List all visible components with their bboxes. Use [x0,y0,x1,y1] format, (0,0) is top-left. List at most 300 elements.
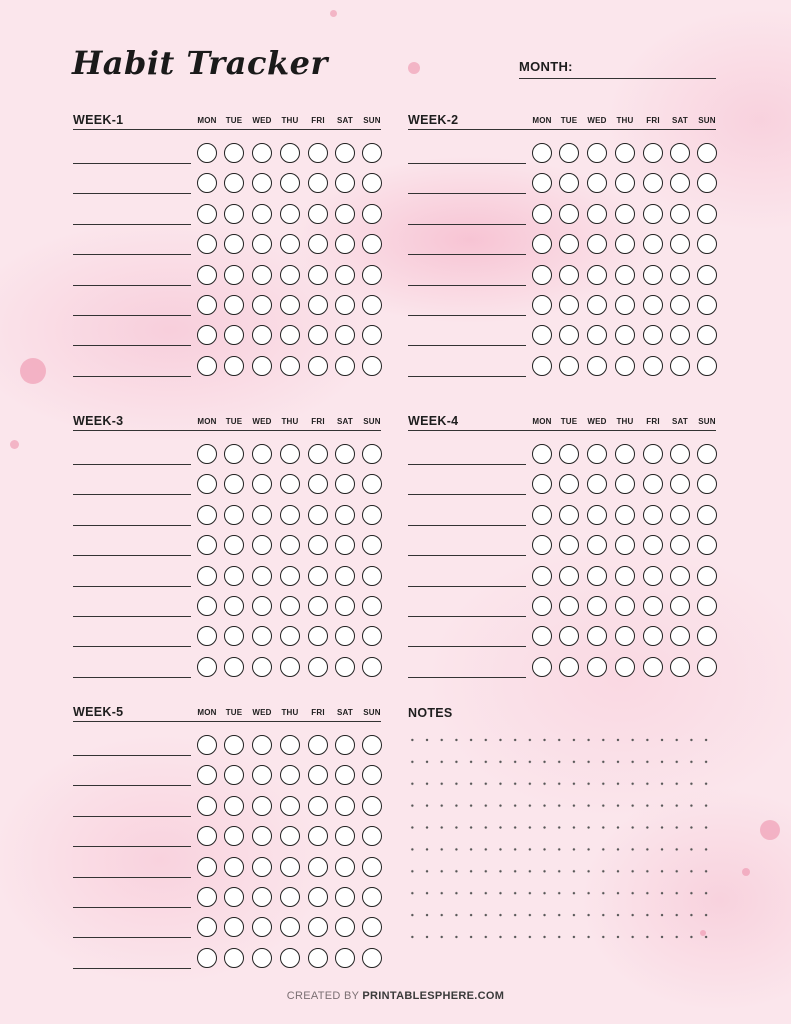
habit-checkbox-mon[interactable] [197,887,217,907]
habit-name-line[interactable] [408,494,526,495]
habit-checkbox-mon[interactable] [197,566,217,586]
habit-checkbox-fri[interactable] [308,234,328,254]
habit-checkbox-tue[interactable] [559,143,579,163]
habit-checkbox-sat[interactable] [670,325,690,345]
habit-checkbox-sat[interactable] [670,444,690,464]
habit-checkbox-thu[interactable] [280,917,300,937]
habit-checkbox-tue[interactable] [224,173,244,193]
habit-checkbox-sun[interactable] [362,826,382,846]
habit-checkbox-sun[interactable] [362,948,382,968]
habit-checkbox-mon[interactable] [197,626,217,646]
habit-checkbox-wed[interactable] [252,796,272,816]
habit-checkbox-thu[interactable] [280,735,300,755]
habit-checkbox-wed[interactable] [587,265,607,285]
habit-checkbox-thu[interactable] [280,325,300,345]
habit-checkbox-mon[interactable] [197,765,217,785]
habit-name-line[interactable] [408,646,526,647]
habit-checkbox-thu[interactable] [615,325,635,345]
habit-checkbox-mon[interactable] [197,204,217,224]
habit-checkbox-fri[interactable] [308,657,328,677]
habit-checkbox-wed[interactable] [252,917,272,937]
habit-name-line[interactable] [408,555,526,556]
habit-checkbox-sat[interactable] [670,234,690,254]
habit-checkbox-sun[interactable] [697,596,717,616]
habit-name-line[interactable] [408,254,526,255]
habit-checkbox-sat[interactable] [335,948,355,968]
habit-checkbox-wed[interactable] [587,535,607,555]
habit-name-line[interactable] [73,785,191,786]
habit-checkbox-wed[interactable] [252,826,272,846]
habit-checkbox-sun[interactable] [697,295,717,315]
habit-name-line[interactable] [73,376,191,377]
habit-checkbox-tue[interactable] [224,505,244,525]
habit-checkbox-fri[interactable] [308,917,328,937]
habit-checkbox-thu[interactable] [615,204,635,224]
habit-checkbox-wed[interactable] [252,657,272,677]
habit-checkbox-mon[interactable] [197,857,217,877]
habit-checkbox-sat[interactable] [335,474,355,494]
habit-checkbox-sat[interactable] [335,356,355,376]
habit-checkbox-fri[interactable] [643,474,663,494]
habit-checkbox-tue[interactable] [224,596,244,616]
habit-checkbox-sat[interactable] [335,265,355,285]
habit-checkbox-wed[interactable] [587,234,607,254]
habit-checkbox-fri[interactable] [308,143,328,163]
habit-checkbox-mon[interactable] [197,505,217,525]
habit-checkbox-sun[interactable] [697,143,717,163]
habit-checkbox-fri[interactable] [308,857,328,877]
habit-checkbox-sat[interactable] [335,826,355,846]
habit-checkbox-wed[interactable] [252,505,272,525]
habit-checkbox-thu[interactable] [615,234,635,254]
habit-name-line[interactable] [73,193,191,194]
habit-checkbox-thu[interactable] [615,295,635,315]
habit-checkbox-mon[interactable] [197,295,217,315]
habit-checkbox-fri[interactable] [643,295,663,315]
habit-checkbox-mon[interactable] [532,474,552,494]
habit-checkbox-sat[interactable] [335,887,355,907]
habit-checkbox-fri[interactable] [643,356,663,376]
habit-checkbox-sun[interactable] [697,566,717,586]
habit-checkbox-wed[interactable] [587,444,607,464]
habit-checkbox-mon[interactable] [532,234,552,254]
habit-checkbox-thu[interactable] [280,204,300,224]
habit-name-line[interactable] [408,677,526,678]
habit-checkbox-tue[interactable] [559,626,579,646]
habit-checkbox-wed[interactable] [587,143,607,163]
habit-checkbox-wed[interactable] [252,474,272,494]
habit-checkbox-sat[interactable] [335,765,355,785]
habit-checkbox-wed[interactable] [587,657,607,677]
habit-checkbox-sun[interactable] [362,917,382,937]
habit-checkbox-thu[interactable] [280,596,300,616]
habit-checkbox-sat[interactable] [335,566,355,586]
habit-checkbox-mon[interactable] [532,356,552,376]
habit-checkbox-sat[interactable] [670,626,690,646]
habit-checkbox-mon[interactable] [197,474,217,494]
habit-checkbox-fri[interactable] [643,204,663,224]
habit-checkbox-wed[interactable] [587,626,607,646]
habit-checkbox-tue[interactable] [559,173,579,193]
habit-checkbox-wed[interactable] [252,626,272,646]
habit-checkbox-sat[interactable] [335,857,355,877]
habit-checkbox-fri[interactable] [308,765,328,785]
habit-checkbox-tue[interactable] [224,887,244,907]
habit-checkbox-fri[interactable] [308,173,328,193]
habit-checkbox-mon[interactable] [197,596,217,616]
habit-checkbox-tue[interactable] [224,657,244,677]
habit-checkbox-tue[interactable] [224,325,244,345]
habit-checkbox-sat[interactable] [335,325,355,345]
habit-checkbox-mon[interactable] [532,505,552,525]
habit-checkbox-wed[interactable] [252,857,272,877]
habit-checkbox-wed[interactable] [587,474,607,494]
habit-checkbox-tue[interactable] [559,234,579,254]
habit-checkbox-fri[interactable] [643,325,663,345]
habit-checkbox-tue[interactable] [224,826,244,846]
habit-name-line[interactable] [408,345,526,346]
habit-checkbox-fri[interactable] [308,505,328,525]
habit-checkbox-sat[interactable] [335,535,355,555]
habit-checkbox-sat[interactable] [670,143,690,163]
habit-name-line[interactable] [73,464,191,465]
habit-checkbox-sun[interactable] [362,857,382,877]
habit-checkbox-sat[interactable] [670,505,690,525]
habit-checkbox-sun[interactable] [362,173,382,193]
habit-checkbox-fri[interactable] [643,265,663,285]
habit-checkbox-thu[interactable] [280,356,300,376]
habit-checkbox-sat[interactable] [335,626,355,646]
habit-name-line[interactable] [408,586,526,587]
habit-checkbox-tue[interactable] [559,474,579,494]
habit-checkbox-wed[interactable] [252,444,272,464]
habit-checkbox-sat[interactable] [335,143,355,163]
habit-checkbox-fri[interactable] [643,566,663,586]
habit-checkbox-sun[interactable] [697,535,717,555]
habit-checkbox-thu[interactable] [280,796,300,816]
habit-checkbox-sun[interactable] [362,204,382,224]
habit-checkbox-wed[interactable] [252,143,272,163]
habit-name-line[interactable] [73,285,191,286]
habit-checkbox-fri[interactable] [308,265,328,285]
habit-checkbox-mon[interactable] [532,325,552,345]
habit-checkbox-mon[interactable] [532,657,552,677]
habit-checkbox-wed[interactable] [252,765,272,785]
habit-checkbox-mon[interactable] [532,596,552,616]
habit-checkbox-sun[interactable] [362,444,382,464]
habit-checkbox-wed[interactable] [587,204,607,224]
habit-name-line[interactable] [73,677,191,678]
habit-checkbox-sat[interactable] [670,474,690,494]
habit-checkbox-thu[interactable] [280,295,300,315]
habit-checkbox-wed[interactable] [252,356,272,376]
habit-checkbox-wed[interactable] [252,596,272,616]
habit-checkbox-tue[interactable] [224,535,244,555]
habit-checkbox-wed[interactable] [587,596,607,616]
habit-checkbox-sun[interactable] [362,566,382,586]
habit-checkbox-wed[interactable] [587,173,607,193]
habit-checkbox-tue[interactable] [224,796,244,816]
habit-checkbox-tue[interactable] [559,204,579,224]
habit-checkbox-mon[interactable] [532,204,552,224]
habit-checkbox-sun[interactable] [362,626,382,646]
habit-checkbox-wed[interactable] [252,234,272,254]
habit-checkbox-sun[interactable] [362,143,382,163]
habit-name-line[interactable] [73,616,191,617]
habit-checkbox-mon[interactable] [197,265,217,285]
habit-checkbox-fri[interactable] [643,444,663,464]
habit-checkbox-fri[interactable] [308,948,328,968]
habit-checkbox-fri[interactable] [308,826,328,846]
habit-checkbox-mon[interactable] [532,444,552,464]
habit-checkbox-tue[interactable] [224,474,244,494]
habit-checkbox-mon[interactable] [197,826,217,846]
habit-checkbox-thu[interactable] [280,505,300,525]
habit-checkbox-sat[interactable] [335,735,355,755]
habit-checkbox-sat[interactable] [335,234,355,254]
habit-name-line[interactable] [73,345,191,346]
habit-name-line[interactable] [408,163,526,164]
habit-checkbox-mon[interactable] [197,657,217,677]
habit-checkbox-tue[interactable] [224,265,244,285]
habit-name-line[interactable] [73,494,191,495]
habit-checkbox-tue[interactable] [224,444,244,464]
habit-checkbox-fri[interactable] [643,173,663,193]
habit-checkbox-fri[interactable] [643,505,663,525]
habit-checkbox-sun[interactable] [362,234,382,254]
habit-checkbox-sun[interactable] [362,796,382,816]
habit-checkbox-sun[interactable] [362,295,382,315]
habit-checkbox-thu[interactable] [615,265,635,285]
habit-checkbox-thu[interactable] [615,444,635,464]
habit-name-line[interactable] [408,464,526,465]
habit-checkbox-mon[interactable] [532,143,552,163]
habit-checkbox-mon[interactable] [197,796,217,816]
habit-checkbox-sun[interactable] [362,356,382,376]
habit-checkbox-sun[interactable] [362,657,382,677]
habit-checkbox-sun[interactable] [362,505,382,525]
habit-checkbox-fri[interactable] [308,295,328,315]
habit-checkbox-sat[interactable] [335,796,355,816]
habit-checkbox-wed[interactable] [252,948,272,968]
habit-checkbox-mon[interactable] [197,444,217,464]
habit-checkbox-thu[interactable] [280,566,300,586]
habit-name-line[interactable] [73,816,191,817]
habit-checkbox-wed[interactable] [252,325,272,345]
habit-checkbox-thu[interactable] [280,948,300,968]
habit-checkbox-tue[interactable] [224,566,244,586]
habit-name-line[interactable] [73,846,191,847]
habit-checkbox-fri[interactable] [308,204,328,224]
habit-name-line[interactable] [73,525,191,526]
habit-checkbox-tue[interactable] [224,356,244,376]
habit-name-line[interactable] [73,315,191,316]
habit-checkbox-wed[interactable] [252,204,272,224]
habit-checkbox-tue[interactable] [559,265,579,285]
habit-checkbox-thu[interactable] [280,265,300,285]
habit-checkbox-wed[interactable] [587,295,607,315]
habit-checkbox-tue[interactable] [559,657,579,677]
habit-checkbox-thu[interactable] [280,657,300,677]
habit-checkbox-sun[interactable] [697,444,717,464]
habit-checkbox-fri[interactable] [308,566,328,586]
habit-checkbox-mon[interactable] [197,735,217,755]
habit-checkbox-tue[interactable] [559,295,579,315]
habit-checkbox-thu[interactable] [280,626,300,646]
habit-checkbox-sat[interactable] [670,295,690,315]
habit-checkbox-fri[interactable] [308,626,328,646]
habit-name-line[interactable] [408,525,526,526]
habit-name-line[interactable] [73,163,191,164]
habit-checkbox-thu[interactable] [615,474,635,494]
habit-checkbox-tue[interactable] [224,765,244,785]
habit-checkbox-sat[interactable] [670,596,690,616]
habit-checkbox-sat[interactable] [335,295,355,315]
habit-checkbox-sat[interactable] [335,444,355,464]
habit-checkbox-sun[interactable] [362,735,382,755]
habit-checkbox-tue[interactable] [559,596,579,616]
habit-checkbox-thu[interactable] [615,566,635,586]
habit-checkbox-wed[interactable] [252,535,272,555]
habit-checkbox-tue[interactable] [224,295,244,315]
habit-checkbox-sat[interactable] [335,657,355,677]
habit-name-line[interactable] [73,646,191,647]
habit-checkbox-thu[interactable] [615,535,635,555]
habit-checkbox-sun[interactable] [697,325,717,345]
habit-checkbox-mon[interactable] [197,917,217,937]
habit-name-line[interactable] [408,616,526,617]
habit-checkbox-fri[interactable] [308,887,328,907]
habit-checkbox-sat[interactable] [670,566,690,586]
habit-checkbox-sun[interactable] [697,505,717,525]
notes-dot-grid[interactable] [405,729,715,955]
habit-checkbox-wed[interactable] [252,735,272,755]
habit-checkbox-sat[interactable] [670,204,690,224]
habit-checkbox-tue[interactable] [559,444,579,464]
habit-checkbox-sun[interactable] [362,887,382,907]
habit-name-line[interactable] [73,586,191,587]
habit-checkbox-sat[interactable] [335,917,355,937]
habit-checkbox-fri[interactable] [308,596,328,616]
habit-checkbox-tue[interactable] [224,626,244,646]
habit-checkbox-thu[interactable] [615,505,635,525]
habit-checkbox-sun[interactable] [362,535,382,555]
habit-checkbox-mon[interactable] [197,173,217,193]
habit-checkbox-mon[interactable] [197,325,217,345]
habit-name-line[interactable] [408,315,526,316]
habit-checkbox-sun[interactable] [697,474,717,494]
habit-checkbox-mon[interactable] [197,535,217,555]
habit-checkbox-mon[interactable] [532,535,552,555]
habit-checkbox-tue[interactable] [224,948,244,968]
habit-checkbox-thu[interactable] [615,356,635,376]
habit-checkbox-thu[interactable] [615,596,635,616]
habit-checkbox-sun[interactable] [697,356,717,376]
habit-checkbox-fri[interactable] [643,234,663,254]
habit-checkbox-sun[interactable] [697,657,717,677]
habit-checkbox-fri[interactable] [643,626,663,646]
habit-checkbox-mon[interactable] [197,948,217,968]
habit-checkbox-thu[interactable] [280,826,300,846]
habit-checkbox-mon[interactable] [532,626,552,646]
habit-checkbox-sun[interactable] [697,626,717,646]
habit-checkbox-thu[interactable] [280,444,300,464]
habit-checkbox-wed[interactable] [587,566,607,586]
habit-checkbox-wed[interactable] [252,265,272,285]
habit-checkbox-mon[interactable] [197,356,217,376]
habit-checkbox-fri[interactable] [643,535,663,555]
habit-checkbox-sat[interactable] [335,204,355,224]
habit-checkbox-wed[interactable] [252,295,272,315]
habit-checkbox-fri[interactable] [308,444,328,464]
habit-checkbox-sat[interactable] [670,265,690,285]
habit-checkbox-thu[interactable] [615,626,635,646]
habit-checkbox-mon[interactable] [197,234,217,254]
habit-name-line[interactable] [73,937,191,938]
habit-name-line[interactable] [73,755,191,756]
habit-checkbox-sun[interactable] [362,596,382,616]
habit-checkbox-tue[interactable] [224,857,244,877]
habit-checkbox-tue[interactable] [224,204,244,224]
habit-checkbox-sat[interactable] [670,535,690,555]
habit-checkbox-fri[interactable] [308,325,328,345]
habit-checkbox-fri[interactable] [308,735,328,755]
habit-checkbox-tue[interactable] [224,234,244,254]
habit-checkbox-mon[interactable] [197,143,217,163]
habit-checkbox-wed[interactable] [587,505,607,525]
habit-checkbox-sun[interactable] [697,234,717,254]
habit-name-line[interactable] [73,555,191,556]
habit-checkbox-fri[interactable] [308,535,328,555]
habit-checkbox-wed[interactable] [252,173,272,193]
habit-checkbox-tue[interactable] [224,735,244,755]
habit-checkbox-thu[interactable] [280,173,300,193]
habit-checkbox-sat[interactable] [670,657,690,677]
habit-checkbox-fri[interactable] [643,143,663,163]
habit-checkbox-wed[interactable] [587,356,607,376]
habit-checkbox-fri[interactable] [308,474,328,494]
habit-checkbox-thu[interactable] [280,887,300,907]
habit-name-line[interactable] [73,877,191,878]
habit-checkbox-sun[interactable] [697,173,717,193]
habit-checkbox-mon[interactable] [532,173,552,193]
habit-checkbox-mon[interactable] [532,566,552,586]
habit-name-line[interactable] [408,224,526,225]
habit-name-line[interactable] [408,376,526,377]
habit-checkbox-mon[interactable] [532,295,552,315]
habit-name-line[interactable] [408,193,526,194]
month-field[interactable] [519,59,716,79]
habit-checkbox-thu[interactable] [280,535,300,555]
habit-checkbox-mon[interactable] [532,265,552,285]
habit-checkbox-wed[interactable] [252,566,272,586]
habit-checkbox-tue[interactable] [559,535,579,555]
habit-name-line[interactable] [73,224,191,225]
habit-checkbox-tue[interactable] [559,325,579,345]
habit-name-line[interactable] [73,968,191,969]
habit-checkbox-thu[interactable] [615,143,635,163]
habit-checkbox-thu[interactable] [280,765,300,785]
habit-checkbox-sun[interactable] [697,204,717,224]
habit-checkbox-sat[interactable] [670,356,690,376]
habit-checkbox-fri[interactable] [643,596,663,616]
habit-checkbox-tue[interactable] [224,917,244,937]
habit-checkbox-fri[interactable] [308,356,328,376]
habit-checkbox-tue[interactable] [559,356,579,376]
habit-checkbox-sat[interactable] [670,173,690,193]
habit-checkbox-sun[interactable] [362,325,382,345]
habit-checkbox-sun[interactable] [697,265,717,285]
